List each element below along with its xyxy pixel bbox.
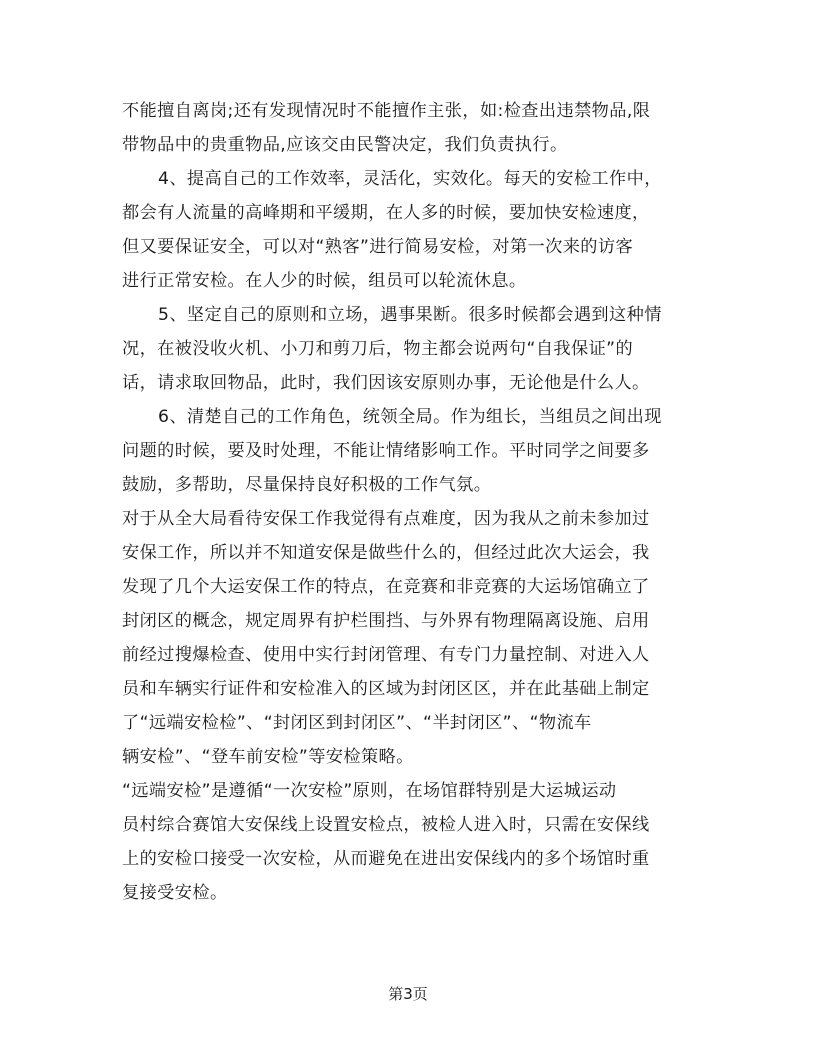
text-line: 况，在被没收火机、小刀和剪刀后，物主都会说两句“自我保证”的	[122, 339, 634, 359]
text-line: 6、清楚自己的工作角色，统领全局。作为组长，当组员之间出现	[158, 407, 662, 427]
text-line: 进行正常安检。在人少的时候，组员可以轮流休息。	[122, 271, 527, 291]
text-line: 话，请求取回物品，此时，我们因该安原则办事，无论他是什么人。	[122, 373, 650, 393]
text-line: 鼓励，多帮助，尽量保持良好积极的工作气氛。	[122, 475, 492, 495]
document-body	[122, 94, 702, 910]
text-line: 问题的时候，要及时处理，不能让情绪影响工作。平时同学之间要多	[122, 441, 650, 461]
text-line: 员和车辆实行证件和安检准入的区域为封闭区区，并在此基础上制定	[122, 679, 650, 699]
page-number: 第3页	[388, 985, 428, 1003]
text-line: 5、坚定自己的原则和立场，遇事果断。很多时候都会遇到这种情	[158, 305, 662, 325]
text-line: 不能擅自离岗;还有发现情况时不能擅作主张，如:检查出违禁物品,限	[122, 101, 651, 121]
text-line: 辆安检”、“登车前安检”等安检策略。	[122, 747, 414, 767]
text-line: 安保工作，所以并不知道安保是做些什么的，但经过此次大运会，我	[122, 543, 650, 563]
text-line: 4、提高自己的工作效率，灵活化，实效化。每天的安检工作中，	[158, 169, 662, 189]
text-line: 发现了几个大运安保工作的特点，在竞赛和非竞赛的大运场馆确立了	[122, 577, 650, 597]
text-line: 上的安检口接受一次安检，从而避免在进出安保线内的多个场馆时重	[122, 849, 650, 869]
text-line: 但又要保证安全，可以对“熟客”进行简易安检，对第一次来的访客	[122, 237, 634, 257]
text-line: 对于从全大局看待安保工作我觉得有点难度，因为我从之前未参加过	[122, 509, 650, 529]
text-line: 前经过搜爆检查、使用中实行封闭管理、有专门力量控制、对进入人	[122, 645, 650, 665]
text-line: “远端安检”是遵循“一次安检”原则，在场馆群特别是大运城运动	[122, 781, 617, 801]
text-line: 带物品中的贵重物品,应该交由民警决定，我们负责执行。	[122, 135, 568, 155]
text-line: 封闭区的概念，规定周界有护栏围挡、与外界有物理隔离设施、启用	[122, 611, 650, 631]
text-line: 了“远端安检检”、“封闭区到封闭区”、“半封闭区”、“物流车	[122, 713, 592, 733]
text-line: 复接受安检。	[122, 883, 228, 903]
text-line: 员村综合赛馆大安保线上设置安检点，被检人进入时，只需在安保线	[122, 815, 650, 835]
text-line: 都会有人流量的高峰期和平缓期，在人多的时候，要加快安检速度，	[122, 203, 650, 223]
